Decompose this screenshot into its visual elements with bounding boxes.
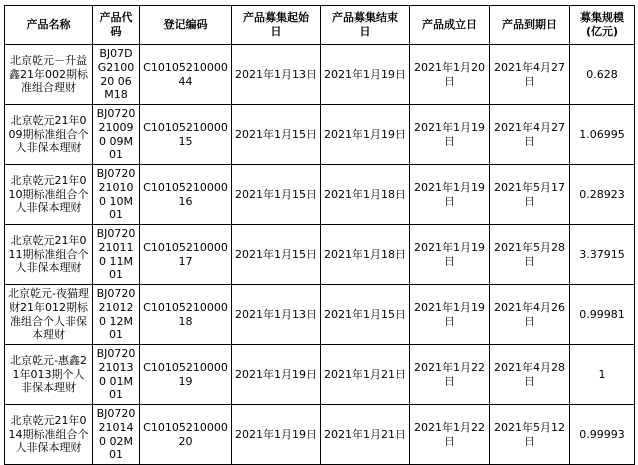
cell-raise-end-date: 2021年1月15日 [321, 285, 410, 345]
cell-raise-start-date: 2021年1月15日 [232, 105, 321, 165]
cell-due-date: 2021年5月17日 [490, 165, 570, 225]
cell-due-date: 2021年5月12日 [490, 405, 570, 465]
header-registration-code-line1: 登记编码 [163, 18, 208, 32]
cell-raise-scale: 1.06995 [570, 105, 635, 165]
cell-raise-start-date: 2021年1月15日 [232, 165, 321, 225]
product-table [4, 5, 635, 465]
cell-raise-start-date: 2021年1月15日 [232, 225, 321, 285]
header-product-name [5, 6, 93, 45]
cell-product-name: 北京乾元21年014期标准组合个人非保本理财 [5, 405, 93, 465]
header-established-date [410, 6, 490, 45]
header-product-code [93, 6, 140, 45]
cell-raise-end-date: 2021年1月18日 [321, 225, 410, 285]
cell-raise-end-date: 2021年1月18日 [321, 165, 410, 225]
cell-due-date: 2021年4月27日 [490, 105, 570, 165]
table-row [5, 105, 635, 165]
cell-established-date: 2021年1月19日 [410, 105, 490, 165]
cell-raise-start-date: 2021年1月19日 [232, 405, 321, 465]
header-established-date-line1: 产品成立日 [422, 18, 477, 32]
cell-raise-end-date: 2021年1月21日 [321, 345, 410, 405]
product-table-sheet [4, 5, 634, 465]
cell-established-date: 2021年1月19日 [410, 285, 490, 345]
cell-raise-scale: 0.99993 [570, 405, 635, 465]
table-row [5, 405, 635, 465]
cell-product-code: BJ0720210110 11M01 [93, 225, 140, 285]
cell-product-code: BJ0720210140 02M01 [93, 405, 140, 465]
cell-product-code: BJ0720210090 09M01 [93, 105, 140, 165]
cell-raise-end-date: 2021年1月19日 [321, 105, 410, 165]
cell-raise-scale: 1 [570, 345, 635, 405]
cell-raise-start-date: 2021年1月13日 [232, 45, 321, 105]
header-due-date [490, 6, 570, 45]
cell-due-date: 2021年4月28日 [490, 345, 570, 405]
cell-established-date: 2021年1月22日 [410, 405, 490, 465]
cell-product-name: 北京乾元21年009期标准组合个人非保本理财 [5, 105, 93, 165]
cell-raise-end-date: 2021年1月21日 [321, 405, 410, 465]
cell-registration-code: C1010521000016 [140, 165, 232, 225]
cell-raise-scale: 0.99981 [570, 285, 635, 345]
cell-established-date: 2021年1月19日 [410, 225, 490, 285]
header-raise-scale-line2: (亿元) [585, 25, 619, 38]
cell-raise-scale: 3.37915 [570, 225, 635, 285]
header-raise-start-date-line2: 日 [270, 25, 282, 38]
cell-registration-code: C1010521000044 [140, 45, 232, 105]
cell-product-code: BJ0720210120 12M01 [93, 285, 140, 345]
cell-raise-start-date: 2021年1月13日 [232, 285, 321, 345]
table-row [5, 345, 635, 405]
cell-due-date: 2021年5月28日 [490, 225, 570, 285]
cell-product-name: 北京乾元－升益鑫21年002期标准组合理财 [5, 45, 93, 105]
header-raise-end-date-line2: 日 [359, 25, 371, 38]
cell-raise-scale: 0.628 [570, 45, 635, 105]
cell-raise-start-date: 2021年1月19日 [232, 345, 321, 405]
header-registration-code [140, 6, 232, 45]
cell-product-code: BJ07DG210020 06M18 [93, 45, 140, 105]
cell-due-date: 2021年4月27日 [490, 45, 570, 105]
cell-due-date: 2021年4月26日 [490, 285, 570, 345]
cell-registration-code: C1010521000020 [140, 405, 232, 465]
header-raise-start-date [232, 6, 321, 45]
cell-raise-end-date: 2021年1月19日 [321, 45, 410, 105]
cell-product-name: 北京乾元21年010期标准组合个人非保本理财 [5, 165, 93, 225]
table-row [5, 225, 635, 285]
cell-product-code: BJ0720210130 01M01 [93, 345, 140, 405]
header-product-name-line1: 产品名称 [26, 18, 71, 32]
cell-established-date: 2021年1月22日 [410, 345, 490, 405]
header-due-date-line1: 产品到期日 [502, 18, 557, 32]
table-row [5, 285, 635, 345]
header-raise-scale-line1: 募集规模 [580, 11, 624, 25]
cell-product-name: 北京乾元-夜猫理财21年012期标准组合个人非保本理财 [5, 285, 93, 345]
cell-established-date: 2021年1月19日 [410, 165, 490, 225]
table-row [5, 45, 635, 105]
table-row [5, 165, 635, 225]
header-raise-end-date-line1: 产品募集结束 [332, 11, 398, 25]
cell-registration-code: C1010521000015 [140, 105, 232, 165]
cell-registration-code: C1010521000019 [140, 345, 232, 405]
table-body [5, 45, 635, 465]
cell-raise-scale: 0.28923 [570, 165, 635, 225]
table-header-row [5, 6, 635, 45]
cell-registration-code: C1010521000017 [140, 225, 232, 285]
header-product-code-line2: 码 [110, 25, 122, 38]
header-raise-start-date-line1: 产品募集起始 [243, 11, 309, 25]
cell-product-code: BJ0720210100 10M01 [93, 165, 140, 225]
header-product-code-line1: 产品代 [99, 11, 133, 25]
cell-established-date: 2021年1月20日 [410, 45, 490, 105]
cell-product-name: 北京乾元-惠鑫21年013期个人非保本理财 [5, 345, 93, 405]
header-raise-scale [570, 6, 635, 45]
header-raise-end-date [321, 6, 410, 45]
cell-product-name: 北京乾元21年011期标准组合个人非保本理财 [5, 225, 93, 285]
cell-registration-code: C1010521000018 [140, 285, 232, 345]
